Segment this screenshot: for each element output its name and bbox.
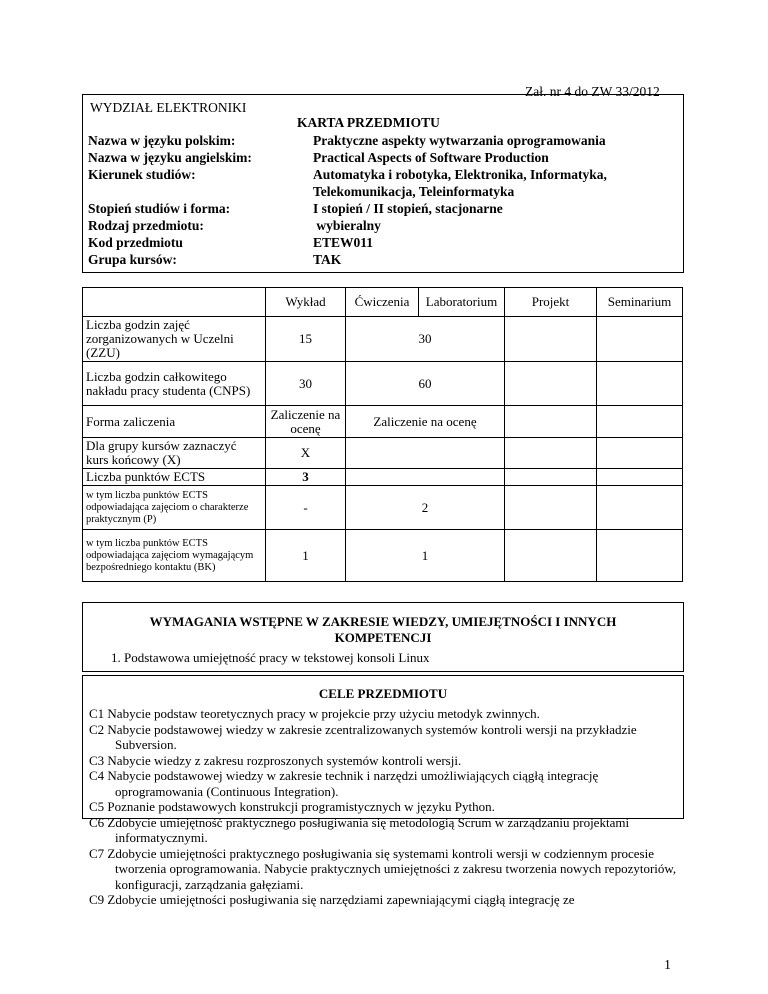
prerequisites-heading: WYMAGANIA WSTĘPNE W ZAKRESIE WIEDZY, UMIEJĘTNOŚCI I INNYCH KOMPETENCJI xyxy=(149,614,617,645)
seminar-value xyxy=(597,530,683,582)
lab-value xyxy=(346,469,505,486)
attachment-note: Zał. nr 4 do ZW 33/2012 xyxy=(525,84,660,99)
value-name-en: Practical Aspects of Software Production xyxy=(313,150,549,165)
row-label: Liczba punktów ECTS xyxy=(83,469,266,486)
label-name-pl: Nazwa w języku polskim: xyxy=(88,133,236,148)
lecture-value: Zaliczenie na ocenę xyxy=(266,406,346,438)
row-label: w tym liczba punktów ECTS odpowiadająca zajęciom o charakterze praktycznym (P) xyxy=(83,486,266,530)
project-value xyxy=(505,406,597,438)
goal-item: C9 Zdobycie umiejętności posługiwania się narzędziami zapewniającymi ciągłą integrację ze xyxy=(89,892,575,907)
prerequisite-item: 1. Podstawowa umiejętność pracy w tekstowej konsoli Linux xyxy=(111,650,430,665)
table-row xyxy=(83,486,683,530)
project-value xyxy=(505,362,597,406)
seminar-value xyxy=(597,486,683,530)
table-row xyxy=(83,317,683,362)
table-row xyxy=(83,469,683,486)
value-group: TAK xyxy=(313,252,342,267)
project-value xyxy=(505,469,597,486)
table-row xyxy=(83,362,683,406)
seminar-value xyxy=(597,362,683,406)
col-header-lab: Laboratorium xyxy=(419,288,505,317)
goal-item: C2 Nabycie podstawowej wiedzy w zakresie zcentralizowanych systemów kontroli wersji na przykładzie Subversion. xyxy=(89,721,637,752)
faculty-name: WYDZIAŁ ELEKTRONIKI xyxy=(90,100,247,115)
seminar-value xyxy=(597,469,683,486)
hours-table xyxy=(82,287,683,582)
value-type: wybieralny xyxy=(313,218,381,233)
lab-value: 60 xyxy=(346,362,505,406)
lab-value: 1 xyxy=(346,530,505,582)
table-header-row xyxy=(83,288,683,317)
page-number: 1 xyxy=(664,958,671,973)
lab-value: Zaliczenie na ocenę xyxy=(346,406,505,438)
goal-item: C4 Nabycie podstawowej wiedzy w zakresie technik i narzędzi umożliwiających ciągłą integrację oprogramowania (Continuous Integration). xyxy=(89,768,599,799)
seminar-value xyxy=(597,317,683,362)
goal-item: C7 Zdobycie umiejętności praktycznego posługiwania się systemami kontroli wersji w codziennym procesie tworzenia oprogramowania. Nabycie praktycznych umiejętności z zakresu tworzenia nowych repozytoriów, konfiguracji, zarządzania gałęziami. xyxy=(89,845,677,892)
lecture-value: X xyxy=(266,438,346,469)
prerequisites-box xyxy=(82,602,684,672)
goals-box xyxy=(82,675,684,907)
row-label: Liczba godzin całkowitego nakładu pracy studenta (CNPS) xyxy=(83,362,266,406)
table-row xyxy=(83,530,683,582)
goal-item: C1 Nabycie podstaw teoretycznych pracy w projekcie przy użyciu metodyk zwinnych. xyxy=(89,706,540,721)
goal-item: C3 Nabycie wiedzy z zakresu rozproszonych systemów kontroli wersji. xyxy=(89,752,462,768)
label-code: Kod przedmiotu xyxy=(88,235,183,250)
goals-heading: CELE PRZEDMIOTU xyxy=(318,686,448,701)
seminar-value xyxy=(597,438,683,469)
lecture-value: - xyxy=(266,486,346,530)
label-group: Grupa kursów: xyxy=(88,252,177,267)
lecture-value: 30 xyxy=(266,362,346,406)
row-label: w tym liczba punktów ECTS odpowiadająca zajęciom wymagającym bezpośredniego kontaktu (BK) xyxy=(83,530,266,582)
project-value xyxy=(505,530,597,582)
project-value xyxy=(505,317,597,362)
project-value xyxy=(505,486,597,530)
table-row xyxy=(83,406,683,438)
label-name-en: Nazwa w języku angielskim: xyxy=(88,150,252,165)
col-header-project: Projekt xyxy=(505,288,597,317)
seminar-value xyxy=(597,406,683,438)
lecture-value: 15 xyxy=(266,317,346,362)
lab-value: 30 xyxy=(346,317,505,362)
value-field: Automatyka i robotyka, Elektronika, Informatyka, Telekomunikacja, Teleinformatyka xyxy=(313,167,607,199)
label-field: Kierunek studiów: xyxy=(88,167,196,182)
table-row xyxy=(83,438,683,469)
lecture-value: 1 xyxy=(266,530,346,582)
table-corner-cell xyxy=(83,288,266,317)
goals-list xyxy=(89,706,679,908)
lab-value: 2 xyxy=(346,486,505,530)
col-header-seminar: Seminarium xyxy=(597,288,683,317)
label-level: Stopień studiów i forma: xyxy=(88,201,231,216)
col-header-exercises: Ćwiczenia xyxy=(346,288,419,317)
goal-item: C5 Poznanie podstawowych konstrukcji programistycznych w języku Python. xyxy=(89,799,495,814)
row-label: Liczba godzin zajęć zorganizowanych w Uczelni (ZZU) xyxy=(83,317,266,362)
value-code: ETEW011 xyxy=(313,235,374,250)
project-value xyxy=(505,438,597,469)
row-label: Forma zaliczenia xyxy=(83,406,266,438)
label-type: Rodzaj przedmiotu: xyxy=(88,218,204,233)
lecture-value: 3 xyxy=(266,469,346,486)
col-header-lecture: Wykład xyxy=(266,288,346,317)
goal-item: C6 Zdobycie umiejętność praktycznego posługiwania się metodologią Scrum w zarządzaniu projektami informatycznymi. xyxy=(89,814,630,845)
row-label: Dla grupy kursów zaznaczyć kurs końcowy (X) xyxy=(83,438,266,469)
lab-value xyxy=(346,438,505,469)
card-title: KARTA PRZEDMIOTU xyxy=(297,115,440,130)
value-name-pl: Praktyczne aspekty wytwarzania oprogramowania xyxy=(313,133,606,148)
value-level: I stopień / II stopień, stacjonarne xyxy=(313,201,503,216)
